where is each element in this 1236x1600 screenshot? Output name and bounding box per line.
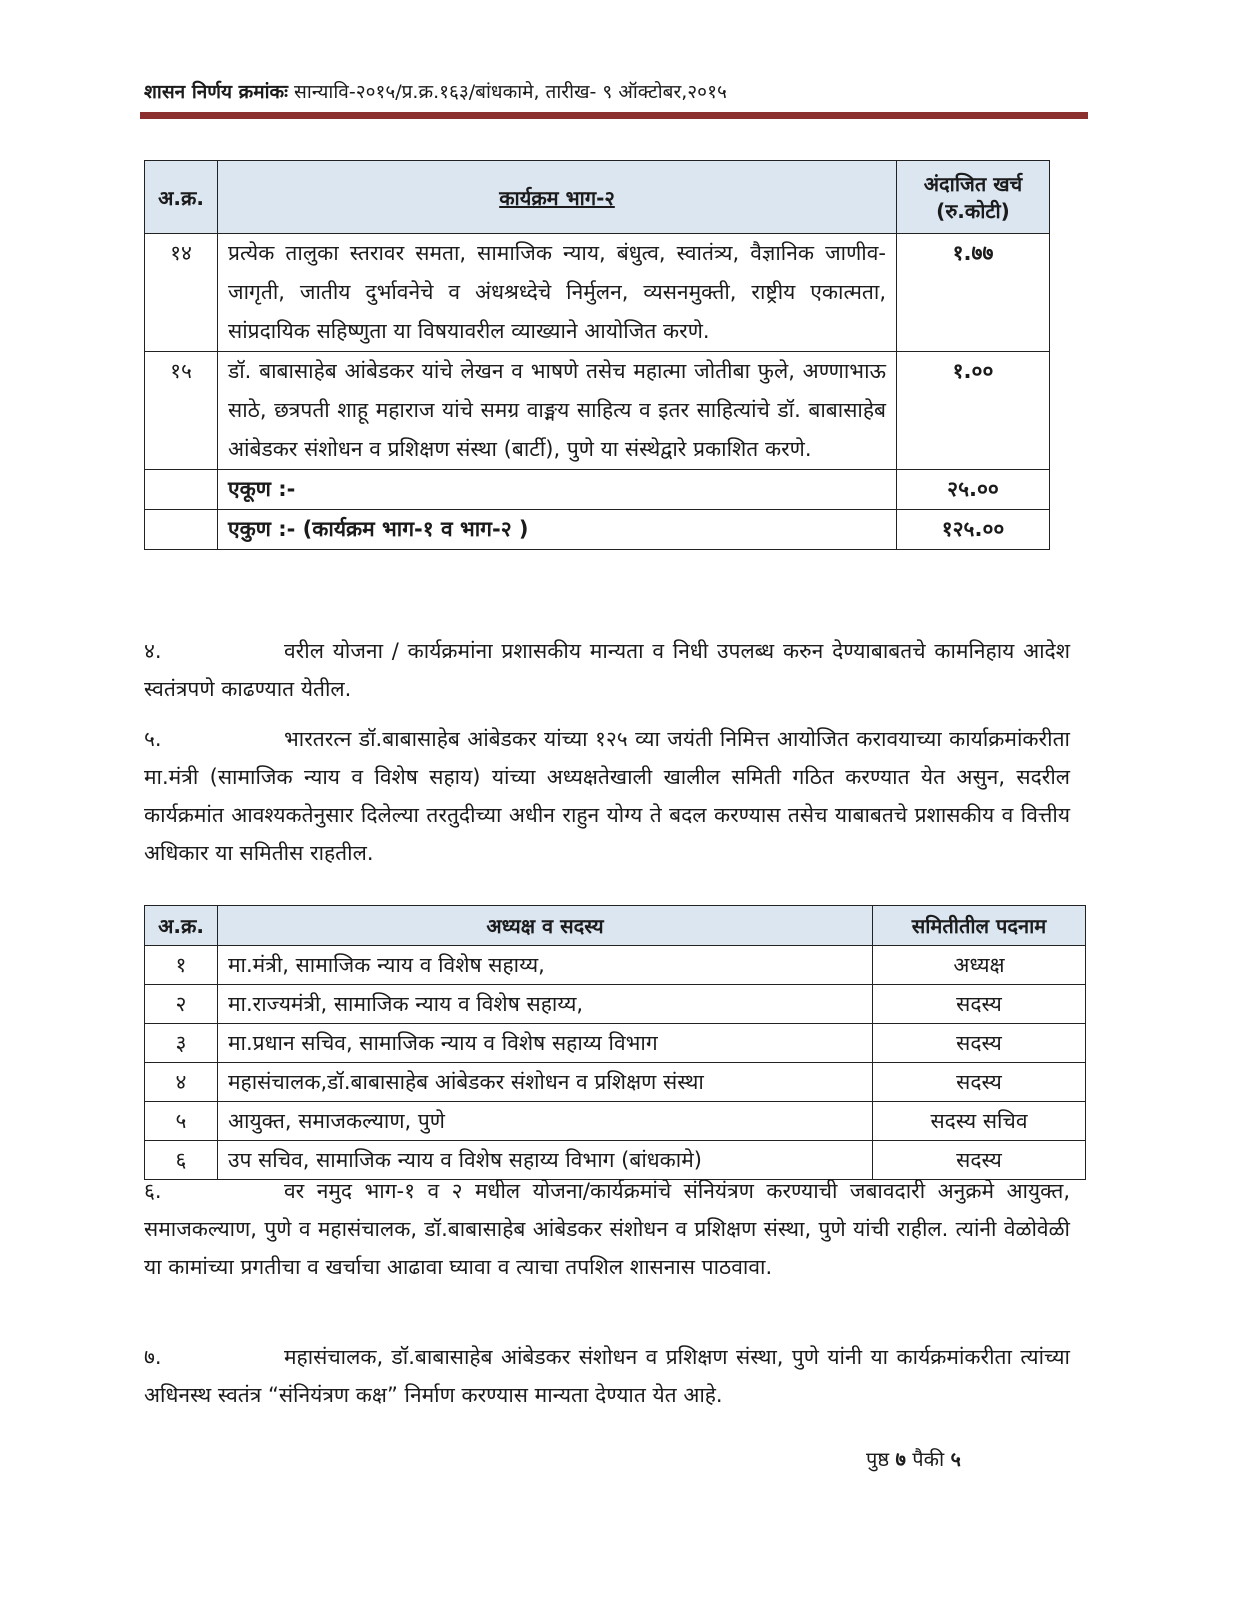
header-rule xyxy=(140,112,1088,119)
row-member: मा.राज्यमंत्री, सामाजिक न्याय व विशेष सहाय्य, xyxy=(218,985,873,1024)
row-post: सदस्य xyxy=(873,1063,1086,1102)
program-table xyxy=(144,160,1050,550)
col-header-program: कार्यक्रम भाग-२ xyxy=(218,161,897,234)
page-footer xyxy=(866,1445,961,1472)
row-member: मा.मंत्री, सामाजिक न्याय व विशेष सहाय्य, xyxy=(218,946,873,985)
col-header-cost: अंदाजित खर्च (रु.कोटी) xyxy=(897,161,1050,234)
total-row xyxy=(145,470,1050,510)
table-row xyxy=(145,1102,1086,1141)
paragraph-number: ६. xyxy=(144,1179,162,1203)
row-no: २ xyxy=(145,985,218,1024)
paragraph-4 xyxy=(144,632,1070,708)
row-no: ५ xyxy=(145,1102,218,1141)
row-member: आयुक्त, समाजकल्याण, पुणे xyxy=(218,1102,873,1141)
table-row xyxy=(145,946,1086,985)
paragraph-5 xyxy=(144,720,1070,872)
row-no: १५ xyxy=(145,352,218,470)
row-no: ३ xyxy=(145,1024,218,1063)
row-post: सदस्य xyxy=(873,985,1086,1024)
table-row xyxy=(145,985,1086,1024)
row-post: अध्यक्ष xyxy=(873,946,1086,985)
page-header xyxy=(144,78,1084,104)
program-table-header xyxy=(145,161,1050,234)
header-label: शासन निर्णय क्रमांकः xyxy=(144,81,288,103)
header-reference: सान्यावि-२०१५/प्र.क्र.१६३/बांधकामे, तारीख- ९ ऑक्टोबर,२०१५ xyxy=(294,81,727,103)
row-no: ६ xyxy=(145,1141,218,1180)
row-post: सदस्य xyxy=(873,1141,1086,1180)
total-value: २५.०० xyxy=(897,470,1050,510)
row-member: मा.प्रधान सचिव, सामाजिक न्याय व विशेष सहाय्य विभाग xyxy=(218,1024,873,1063)
row-member: उप सचिव, सामाजिक न्याय व विशेष सहाय्य विभाग (बांधकामे) xyxy=(218,1141,873,1180)
col-header-no: अ.क्र. xyxy=(145,161,218,234)
committee-table-header xyxy=(145,906,1086,946)
total-label: एकूण :- xyxy=(218,470,897,510)
paragraph-7 xyxy=(144,1338,1070,1414)
footer-current-page: ७ xyxy=(895,1447,906,1471)
row-no: १ xyxy=(145,946,218,985)
row-cost: १.७७ xyxy=(897,234,1050,352)
row-description: प्रत्येक तालुका स्तरावर समता, सामाजिक न्याय, बंधुत्व, स्वातंत्र्य, वैज्ञानिक जाणीव-जागृती, जातीय दुर्भावनेचे व अंधश्रध्देचे निर्मुलन, व्यसनमुक्ती, राष्ट्रीय एकात्मता, सांप्रदायिक सहिष्णुता या विषयावरील व्याख्याने आयोजित करणे. xyxy=(218,234,897,352)
committee-table xyxy=(144,905,1086,1180)
grand-total-value: १२५.०० xyxy=(897,510,1050,550)
table-row xyxy=(145,352,1050,470)
row-post: सदस्य xyxy=(873,1024,1086,1063)
paragraph-number: ४. xyxy=(144,639,162,663)
paragraph-number: ७. xyxy=(144,1345,162,1369)
col-header-member: अध्यक्ष व सदस्य xyxy=(218,906,873,946)
row-no: १४ xyxy=(145,234,218,352)
paragraph-number: ५. xyxy=(144,727,162,751)
paragraph-text: भारतरत्न डॉ.बाबासाहेब आंबेडकर यांच्या १२५ व्या जयंती निमित्त आयोजित करावयाच्या कार्याक्रमांकरीता मा.मंत्री (सामाजिक न्याय व विशेष सहाय) यांच्या अध्यक्षतेखाली खालील समिती गठित करण्यात येत असुन, सदरील कार्यक्रमांत आवश्यकतेनुसार दिलेल्या तरतुदीच्या अधीन राहुन योग्य ते बदल करण्यास तसेच याबाबतचे प्रशासकीय व वित्तीय अधिकार या समितीस राहतील. xyxy=(144,727,1070,865)
grand-total-row xyxy=(145,510,1050,550)
row-no: ४ xyxy=(145,1063,218,1102)
table-row xyxy=(145,1024,1086,1063)
row-description: डॉ. बाबासाहेब आंबेडकर यांचे लेखन व भाषणे तसेच महात्मा जोतीबा फुले, अण्णाभाऊ साठे, छत्रपती शाहू महाराज यांचे समग्र वाङ्मय साहित्य व इतर साहित्यांचे डॉ. बाबासाहेब आंबेडकर संशोधन व प्रशिक्षण संस्था (बार्टी), पुणे या संस्थेद्वारे प्रकाशित करणे. xyxy=(218,352,897,470)
paragraph-text: महासंचालक, डॉ.बाबासाहेब आंबेडकर संशोधन व प्रशिक्षण संस्था, पुणे यांनी या कार्यक्रमांकरीता त्यांच्या अधिनस्थ स्वतंत्र “संनियंत्रण कक्ष” निर्माण करण्यास मान्यता देण्यात येत आहे. xyxy=(144,1345,1070,1407)
footer-label: पुष्ठ xyxy=(866,1447,890,1471)
row-member: महासंचालक,डॉ.बाबासाहेब आंबेडकर संशोधन व प्रशिक्षण संस्था xyxy=(218,1063,873,1102)
row-cost: १.०० xyxy=(897,352,1050,470)
paragraph-text: वर नमुद भाग-१ व २ मधील योजना/कार्यक्रमांचे संनियंत्रण करण्याची जबावदारी अनुक्रमे आयुक्त, समाजकल्याण, पुणे व महासंचालक, डॉ.बाबासाहेब आंबेडकर संशोधन व प्रशिक्षण संस्था, पुणे यांची राहील. त्यांनी वेळोवेळी या कामांच्या प्रगतीचा व खर्चाचा आढावा घ्यावा व त्याचा तपशिल शासनास पाठवावा. xyxy=(144,1179,1070,1279)
col-header-no: अ.क्र. xyxy=(145,906,218,946)
footer-total-pages: ५ xyxy=(950,1447,961,1471)
grand-total-label: एकुण :- (कार्यक्रम भाग-१ व भाग-२ ) xyxy=(218,510,897,550)
table-row xyxy=(145,1063,1086,1102)
paragraph-text: वरील योजना / कार्यक्रमांना प्रशासकीय मान्यता व निधी उपलब्ध करुन देण्याबाबतचे कामनिहाय आदेश स्वतंत्रपणे काढण्यात येतील. xyxy=(144,639,1070,701)
row-post: सदस्य सचिव xyxy=(873,1102,1086,1141)
table-row xyxy=(145,234,1050,352)
col-header-post: समितीतील पदनाम xyxy=(873,906,1086,946)
paragraph-6 xyxy=(144,1172,1070,1286)
footer-separator: पैकी xyxy=(912,1447,945,1471)
